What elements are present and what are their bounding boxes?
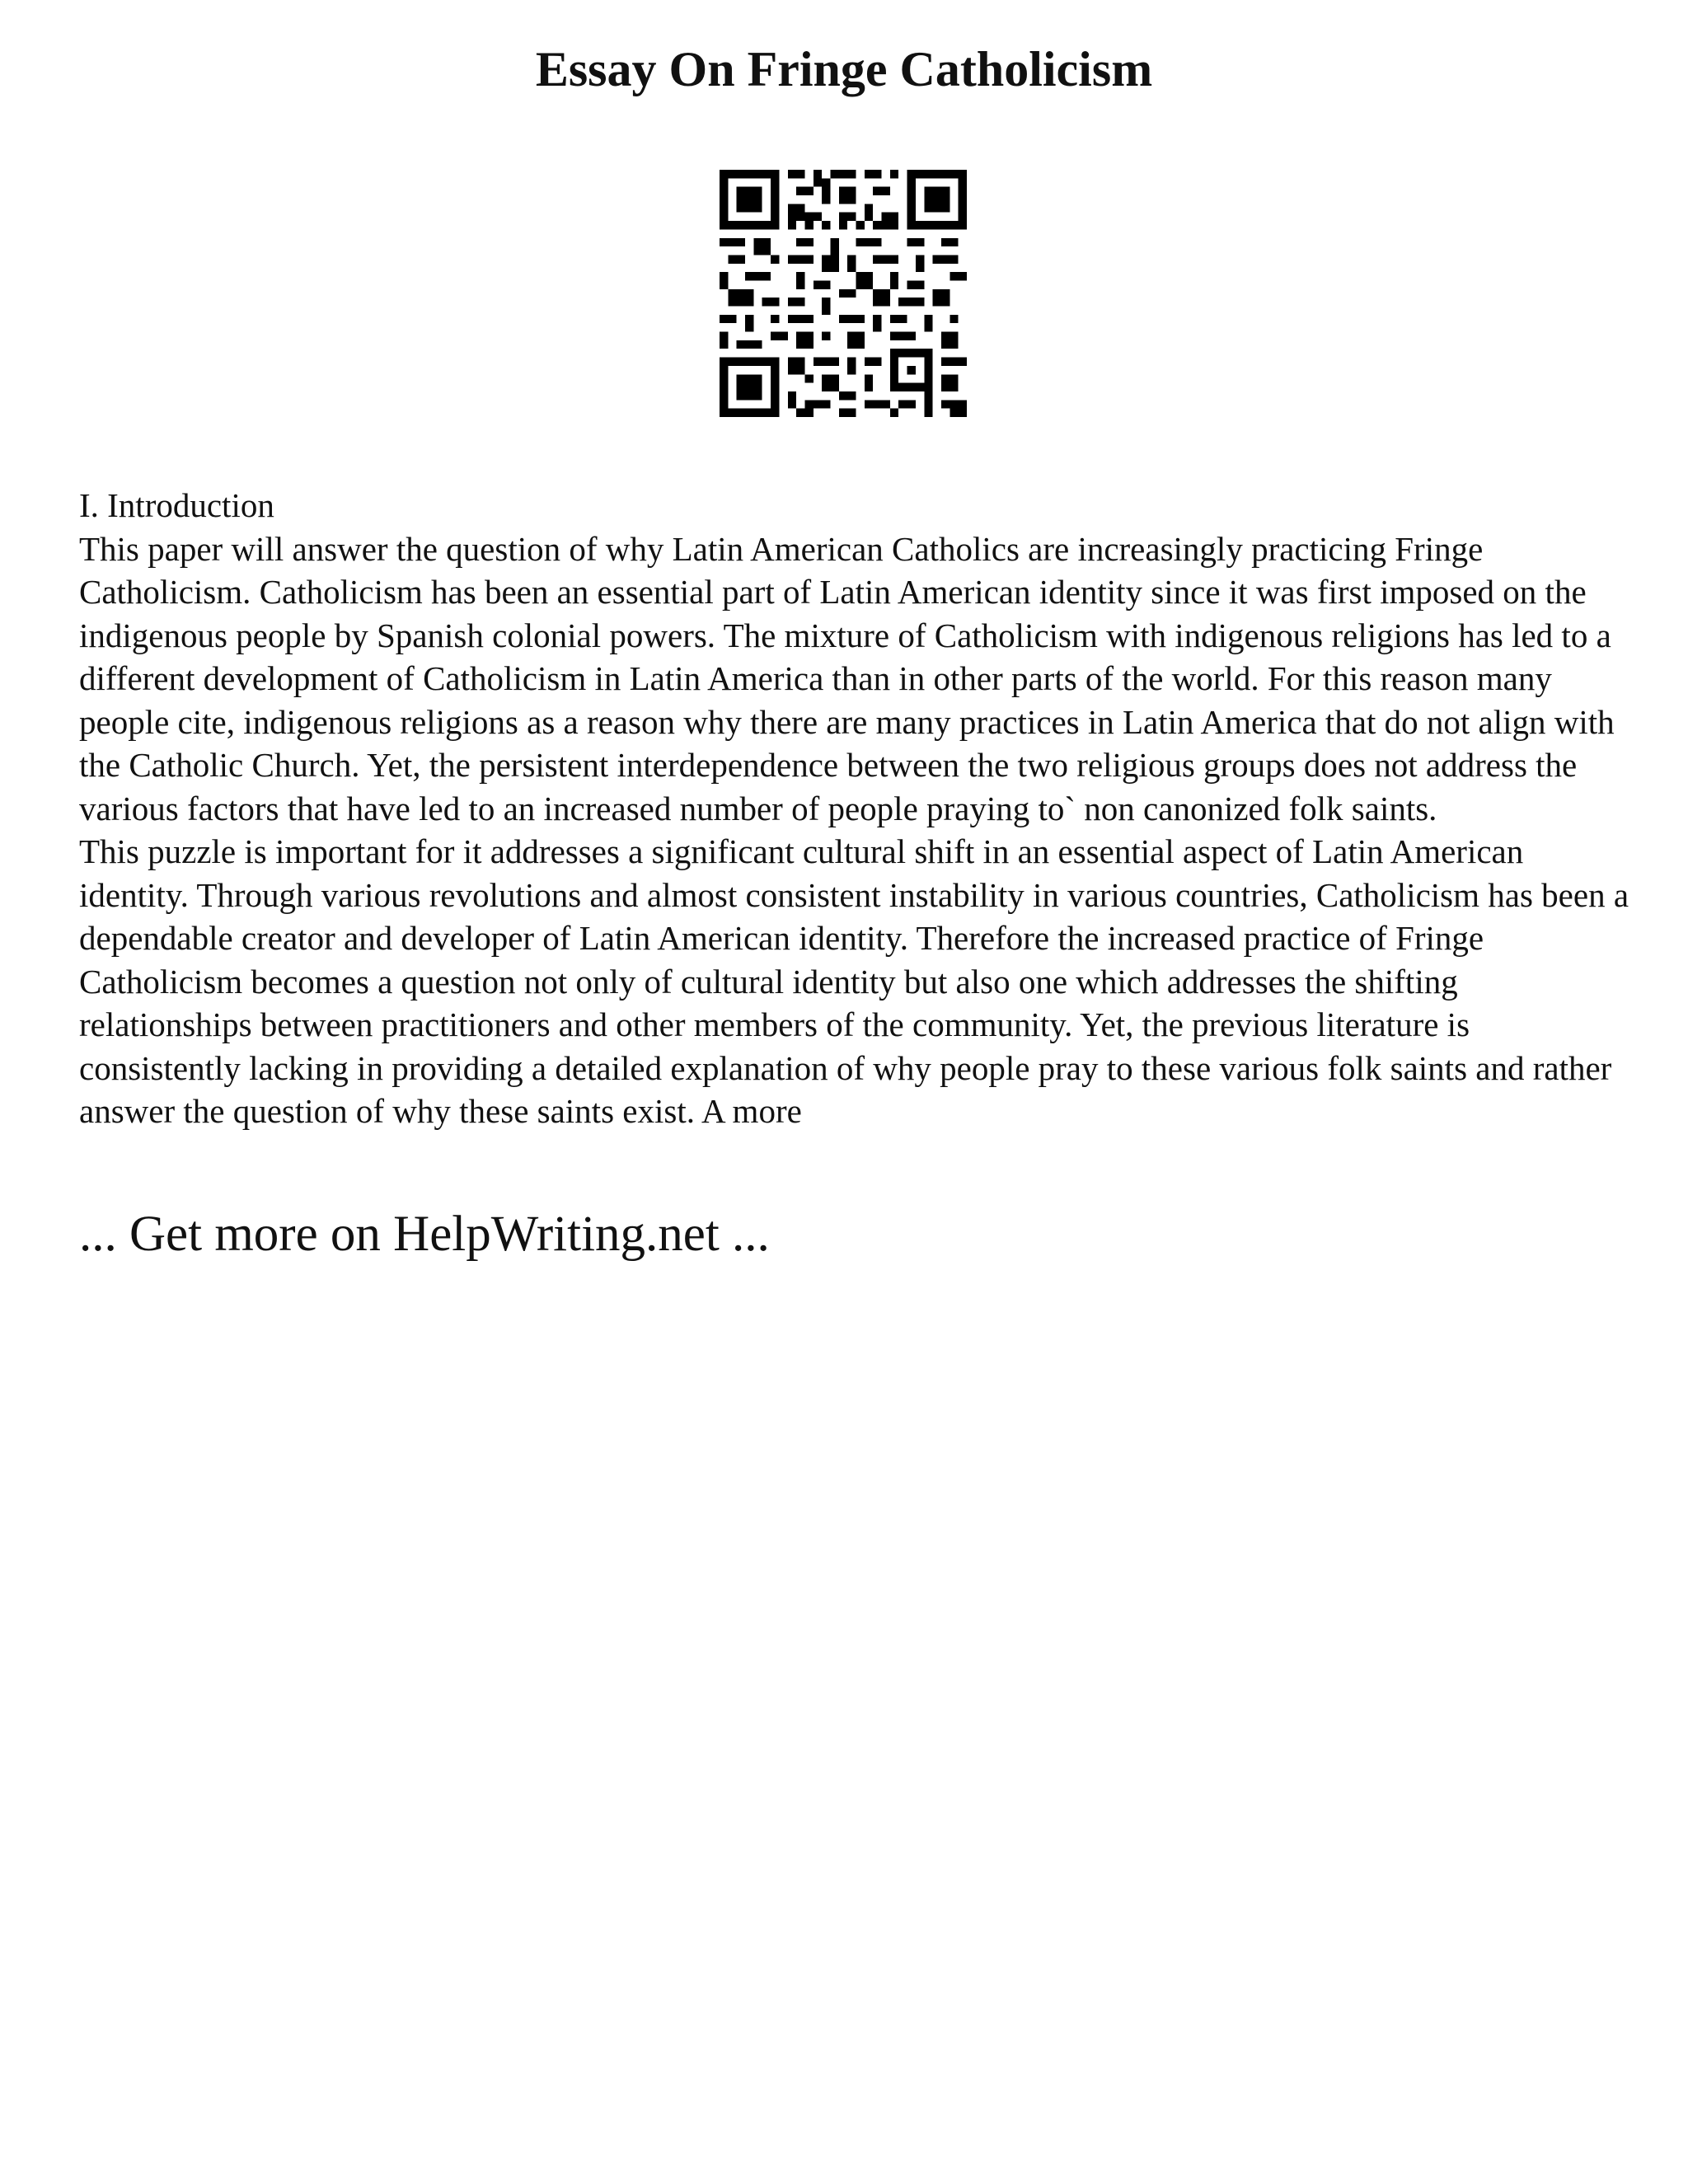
paragraph: This paper will answer the question of why Latin American Catholics are increasingly practicing Fringe Catholicism. Catholicism has been an essential part of Latin American identity since it was first imposed on the indigenous people by Spanish colonial powers. The mixture of Catholicism with indigenous religions has led to a different development of Catholicism in Latin America than in other parts of the world. For this reason many people cite, indigenous religions as a reason why there are many practices in Latin America that do not align with the Catholic Church. Yet, the persistent interdependence between the two religious groups does not address the various factors that have led to an increased number of people praying to` non canonized folk saints. [79,529,1615,827]
paragraph: This puzzle is important for it addresses a significant cultural shift in an essential aspect of Latin American identity. Through various revolutions and almost consistent instability in various countries, Catholicism has been a dependable creator and developer of Latin American identity. Therefore the increased practice of Fringe Catholicism becomes a question not only of cultural identity but also one which addresses the shifting relationships between practitioners and other members of the community. Yet, the previous literature is consistently lacking in providing a detailed explanation of why people pray to these various folk saints and rather answer the question of why these saints exist. A more [79,832,1629,1130]
section-heading: I. Introduction [79,486,274,524]
qr-code-icon [720,170,967,417]
get-more-link[interactable]: ... Get more on HelpWriting.net ... [79,1207,770,1262]
page-title: Essay On Fringe Catholicism [535,42,1153,96]
essay-body [79,484,1629,1133]
